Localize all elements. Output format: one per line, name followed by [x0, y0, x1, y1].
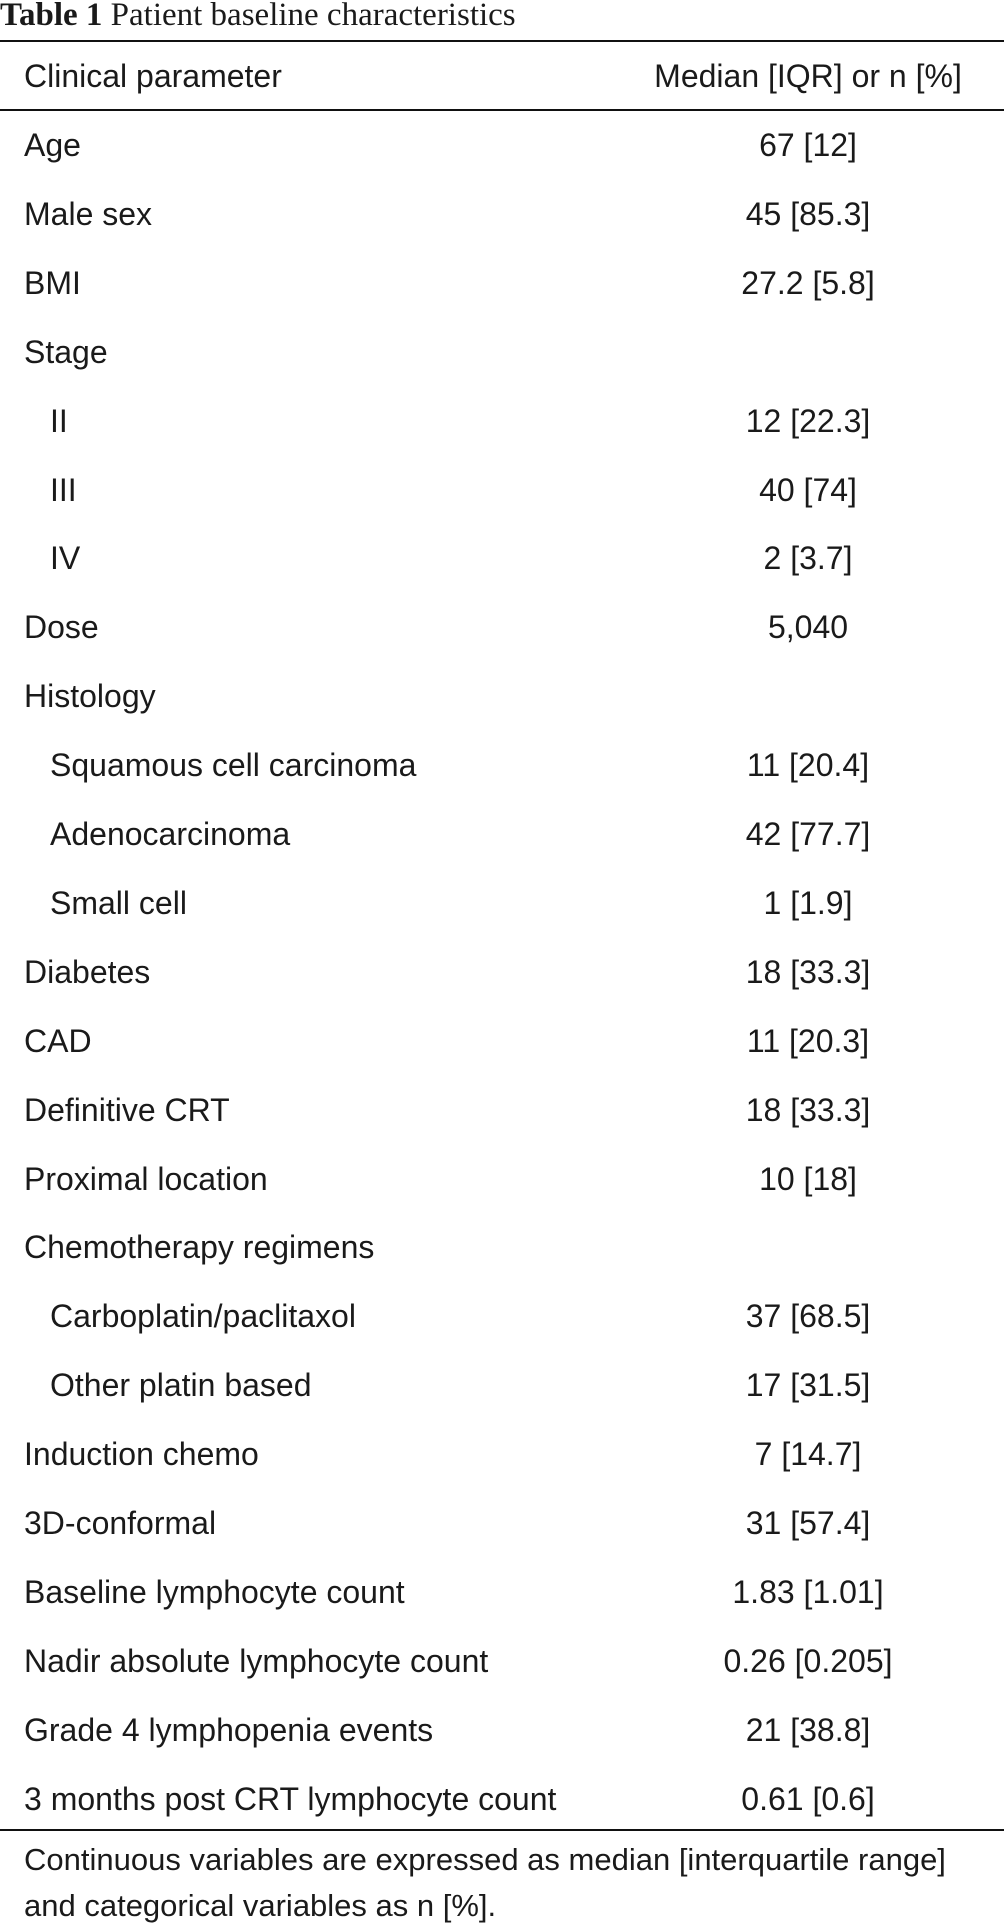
row-parameter: III: [50, 471, 77, 508]
row-parameter: 3 months post CRT lymphocyte count: [24, 1780, 557, 1817]
table-footnote: Continuous variables are expressed as median [interquartile range] and categorical variables as n [%].: [24, 1842, 946, 1923]
row-parameter: Diabetes: [24, 953, 151, 990]
row-value: 7 [14.7]: [754, 1436, 862, 1473]
row-value: 45 [85.3]: [745, 195, 871, 232]
row-parameter: Stage: [24, 333, 108, 370]
table-row: [0, 938, 1004, 1007]
table-row: [0, 593, 1004, 662]
table-row: [0, 387, 1004, 456]
row-value: 11 [20.3]: [746, 1022, 870, 1059]
row-value: 0.26 [0.205]: [723, 1642, 893, 1679]
row-value: 18 [33.3]: [745, 1091, 871, 1128]
table-row: [0, 1558, 1004, 1627]
row-parameter: II: [50, 402, 68, 439]
row-parameter: Proximal location: [24, 1160, 268, 1197]
table-row: [0, 524, 1004, 593]
table-row: [0, 1076, 1004, 1145]
table-row: [0, 1627, 1004, 1696]
row-parameter: Baseline lymphocyte count: [24, 1573, 405, 1610]
row-parameter: Definitive CRT: [24, 1091, 230, 1128]
row-parameter: Other platin based: [50, 1367, 312, 1404]
row-parameter: Dose: [24, 609, 99, 646]
column-header-value: Median [IQR] or n [%]: [654, 58, 962, 94]
column-header-parameter: Clinical parameter: [24, 58, 282, 94]
table-row: [0, 249, 1004, 318]
row-value: 21 [38.8]: [745, 1711, 871, 1748]
row-value: 27.2 [5.8]: [741, 264, 875, 301]
row-value: 10 [18]: [759, 1160, 857, 1197]
row-value: 11 [20.4]: [746, 747, 870, 784]
row-value: 67 [12]: [759, 127, 857, 163]
table-header-row: [0, 42, 1004, 111]
row-parameter: Grade 4 lymphopenia events: [24, 1711, 434, 1748]
row-parameter: Male sex: [24, 195, 153, 232]
table-row: [0, 662, 1004, 731]
row-value: 0.61 [0.6]: [741, 1780, 875, 1817]
table-row: [0, 1489, 1004, 1558]
row-value: 31 [57.4]: [745, 1505, 871, 1541]
table-row: [0, 1213, 1004, 1282]
row-value: 5,040: [767, 609, 849, 646]
row-value: 40 [74]: [759, 471, 857, 508]
row-parameter: IV: [50, 540, 81, 577]
table-row: [0, 180, 1004, 249]
row-value: 17 [31.5]: [745, 1367, 871, 1404]
table-number: Table 1: [0, 0, 103, 33]
table-row: [0, 1696, 1004, 1765]
row-parameter: BMI: [24, 264, 81, 301]
row-value: 37 [68.5]: [745, 1298, 871, 1335]
row-parameter: Induction chemo: [24, 1436, 259, 1473]
row-value: 1.83 [1.01]: [732, 1573, 884, 1610]
table-row: [0, 800, 1004, 869]
row-parameter: 3D-conformal: [24, 1505, 217, 1541]
table-row: [0, 456, 1004, 525]
row-value: 42 [77.7]: [745, 816, 871, 852]
table-row: [0, 1420, 1004, 1489]
row-value: 1 [1.9]: [763, 884, 853, 921]
bottom-rule: [0, 1829, 1004, 1831]
table-row: [0, 1351, 1004, 1420]
row-parameter: Adenocarcinoma: [50, 816, 291, 852]
row-parameter: Chemotherapy regimens: [24, 1229, 375, 1266]
row-parameter: Age: [24, 127, 81, 163]
row-value: 18 [33.3]: [745, 953, 871, 990]
row-parameter: Squamous cell carcinoma: [50, 747, 417, 784]
table-row: [0, 1282, 1004, 1351]
table-caption: [0, 0, 516, 38]
table-row: [0, 869, 1004, 938]
row-value: 2 [3.7]: [763, 540, 853, 577]
table-row: [0, 1145, 1004, 1214]
row-value: 12 [22.3]: [745, 402, 871, 439]
table-row: [0, 1007, 1004, 1076]
table-row: [0, 318, 1004, 387]
row-parameter: Small cell: [50, 884, 187, 921]
row-parameter: Histology: [24, 678, 156, 715]
row-parameter: CAD: [24, 1022, 92, 1059]
table-row: [0, 111, 1004, 180]
row-parameter: Nadir absolute lymphocyte count: [24, 1642, 489, 1679]
row-parameter: Carboplatin/paclitaxol: [50, 1298, 356, 1335]
table-row: [0, 1765, 1004, 1834]
table-row: [0, 731, 1004, 800]
table-title: Patient baseline characteristics: [110, 0, 516, 33]
